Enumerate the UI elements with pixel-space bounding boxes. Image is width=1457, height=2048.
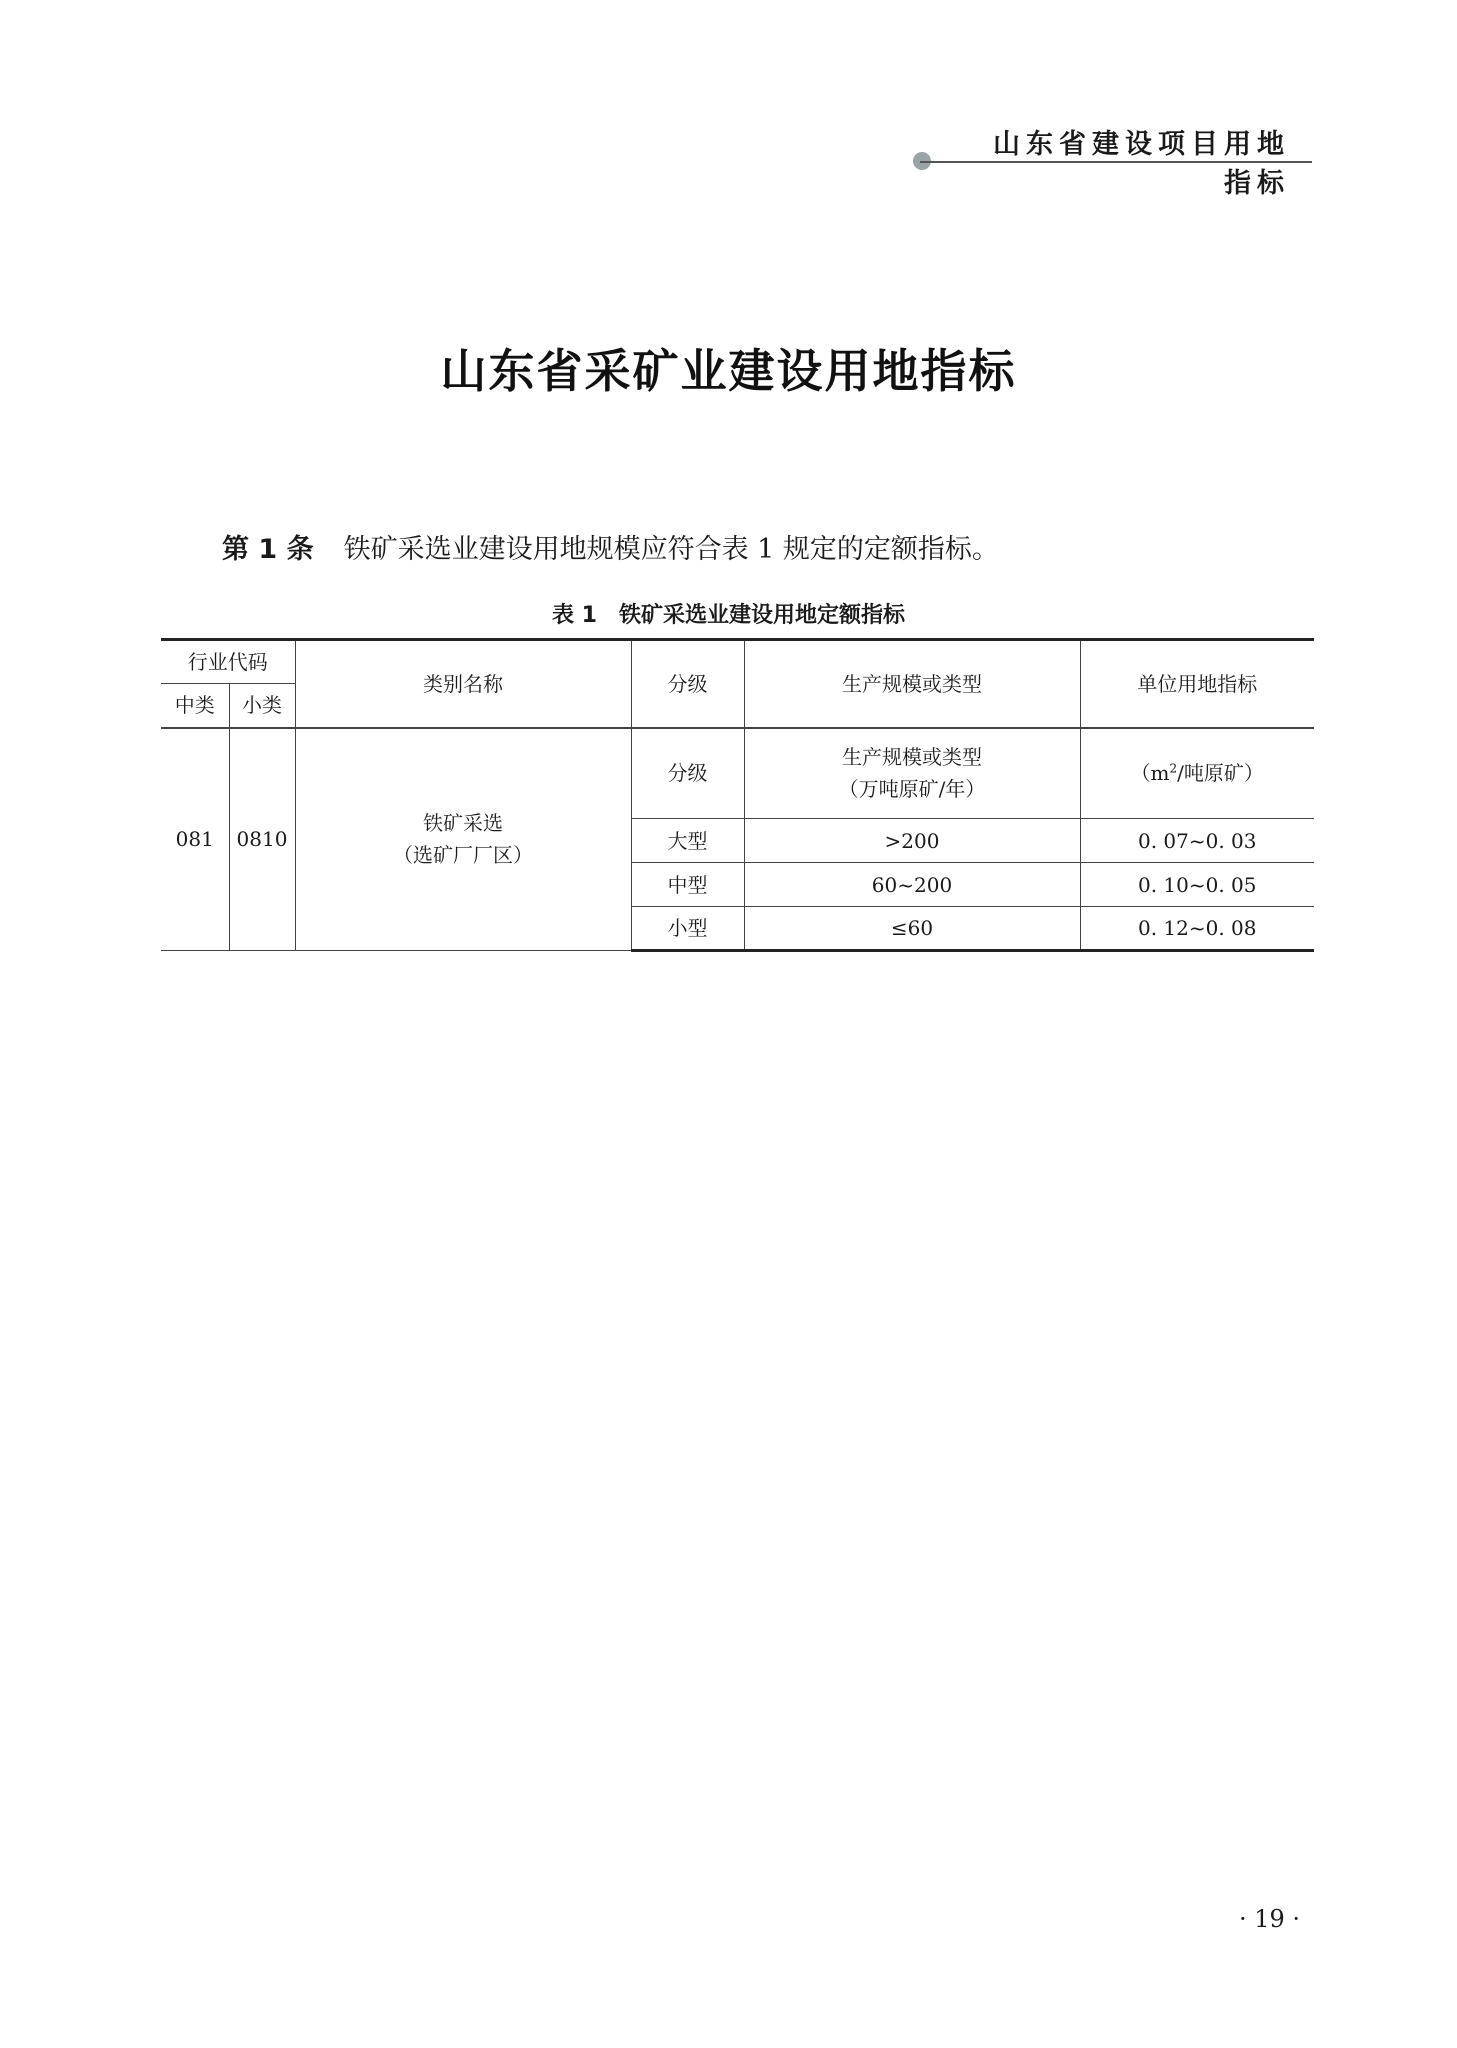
cell-grade: 中型 (631, 863, 744, 907)
cell-mid-code: 081 (161, 728, 229, 951)
unit-superscript: 2 (1169, 761, 1178, 776)
cell-subheader-scale (744, 728, 1080, 819)
cell-subheader-unit (1080, 728, 1314, 819)
table-caption (0, 598, 1457, 629)
header-grade: 分级 (631, 640, 744, 728)
subheader-scale-line2: （万吨原矿/年） (838, 777, 986, 802)
header-category-name: 类别名称 (295, 640, 631, 728)
header-scale-type: 生产规模或类型 (744, 640, 1080, 728)
running-header-title: 山东省建设项目用地指标 (993, 129, 1290, 199)
cell-quota: 0. 10~0. 05 (1080, 863, 1314, 907)
cell-category-name (295, 728, 631, 951)
subheader-scale-line1: 生产规模或类型 (842, 745, 982, 770)
header-unit-quota: 单位用地指标 (1080, 640, 1314, 728)
unit-prefix: （m (1130, 761, 1170, 786)
header-mid-class: 中类 (161, 684, 229, 728)
cell-grade: 小型 (631, 907, 744, 951)
quota-table (161, 638, 1314, 952)
article-number: 第 1 条 (222, 534, 314, 565)
header-rule (920, 161, 1312, 163)
cell-scale: ≤60 (744, 907, 1080, 951)
header-industry-code: 行业代码 (161, 640, 295, 684)
page-number: · 19 · (1238, 1905, 1300, 1933)
cell-quota: 0. 12~0. 08 (1080, 907, 1314, 951)
category-name-line1: 铁矿采选 (423, 811, 503, 836)
header-sub-class: 小类 (229, 684, 295, 728)
cell-grade: 大型 (631, 819, 744, 863)
table-caption-title: 铁矿采选业建设用地定额指标 (618, 603, 905, 628)
cell-subheader-grade: 分级 (631, 728, 744, 819)
unit-suffix: /吨原矿） (1177, 761, 1264, 786)
cell-quota: 0. 07~0. 03 (1080, 819, 1314, 863)
article-paragraph (222, 527, 1322, 566)
cell-scale: >200 (744, 819, 1080, 863)
cell-sub-code: 0810 (229, 728, 295, 951)
category-name-line2: （选矿厂厂区） (393, 843, 533, 868)
article-text: 铁矿采选业建设用地规模应符合表 1 规定的定额指标。 (343, 534, 999, 565)
cell-scale: 60~200 (744, 863, 1080, 907)
table-caption-number: 表 1 (552, 603, 597, 628)
page-title: 山东省采矿业建设用地指标 (440, 344, 1017, 398)
